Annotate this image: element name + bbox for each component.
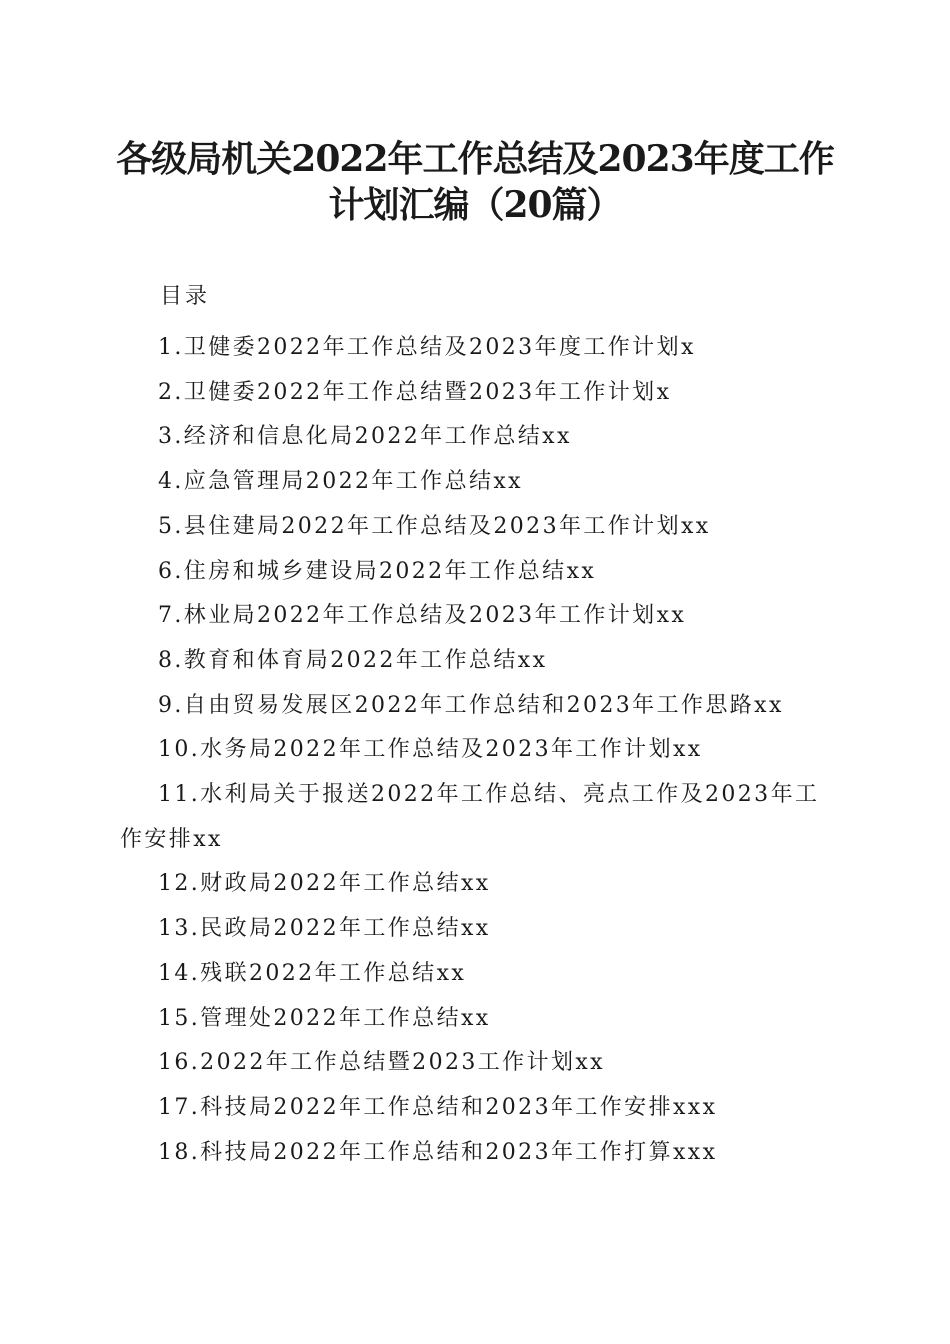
toc-item: 5.县住建局2022年工作总结及2023年工作计划xx: [158, 513, 711, 539]
toc-item: 14.残联2022年工作总结xx: [158, 960, 467, 986]
toc-item: 4.应急管理局2022年工作总结xx: [158, 469, 523, 495]
toc-item: 12.财政局2022年工作总结xx: [158, 871, 491, 897]
toc-item: 2.卫健委2022年工作总结暨2023年工作计划x: [158, 379, 672, 405]
toc-item: 15.管理处2022年工作总结xx: [158, 1005, 491, 1031]
toc-item: 11.水利局关于报送2022年工作总结、亮点工作及2023年工作安排xx: [120, 782, 820, 852]
toc-item: 9.自由贸易发展区2022年工作总结和2023年工作思路xx: [158, 692, 784, 718]
toc-item: 17.科技局2022年工作总结和2023年工作安排xxx: [158, 1094, 718, 1120]
toc-item: 3.经济和信息化局2022年工作总结xx: [158, 424, 572, 450]
toc-heading: 目录: [160, 284, 211, 309]
toc-item: 18.科技局2022年工作总结和2023年工作打算xxx: [158, 1139, 718, 1165]
toc-item: 13.民政局2022年工作总结xx: [158, 916, 491, 942]
toc-item: 8.教育和体育局2022年工作总结xx: [158, 647, 548, 673]
toc-item: 7.林业局2022年工作总结及2023年工作计划xx: [158, 603, 687, 629]
toc-item: 10.水务局2022年工作总结及2023年工作计划xx: [158, 737, 703, 763]
toc-item: 6.住房和城乡建设局2022年工作总结xx: [158, 558, 597, 584]
toc-item: 1.卫健委2022年工作总结及2023年度工作计划x: [158, 335, 696, 360]
document-title: 各级局机关2022年工作总结及2023年度工作计划汇编（20篇）: [116, 138, 834, 226]
toc-item: 16.2022年工作总结暨2023工作计划xx: [158, 1050, 605, 1076]
table-of-contents: [120, 326, 832, 1175]
